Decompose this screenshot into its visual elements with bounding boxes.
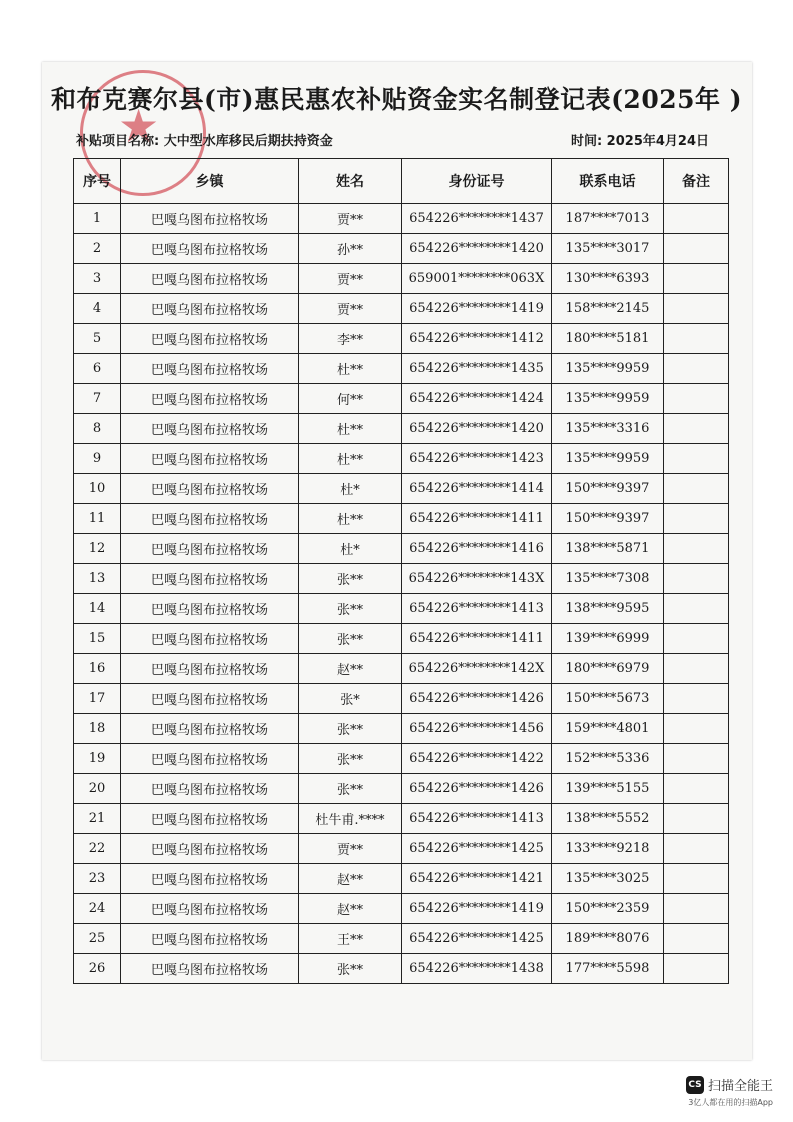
cell-index: 22	[74, 834, 121, 864]
table-row	[74, 414, 729, 444]
cell-index: 8	[74, 414, 121, 444]
cell-phone: 135****9959	[552, 354, 664, 384]
cell-name: 杜*	[299, 474, 402, 504]
cell-index: 18	[74, 714, 121, 744]
cell-remarks	[664, 894, 729, 924]
cell-index: 15	[74, 624, 121, 654]
cell-township: 巴嘎乌图布拉格牧场	[121, 444, 299, 474]
cell-phone: 138****5552	[552, 804, 664, 834]
table-row	[74, 504, 729, 534]
document-title: 和布克赛尔县(市)惠民惠农补贴资金实名制登记表(2025年 )	[50, 85, 743, 114]
cell-index: 25	[74, 924, 121, 954]
cell-township: 巴嘎乌图布拉格牧场	[121, 924, 299, 954]
table-row	[74, 444, 729, 474]
cell-phone: 180****5181	[552, 324, 664, 354]
table-row	[74, 894, 729, 924]
cell-phone: 150****9397	[552, 504, 664, 534]
cell-township: 巴嘎乌图布拉格牧场	[121, 534, 299, 564]
cell-phone: 135****3316	[552, 414, 664, 444]
cell-id-number: 654226********143X	[402, 564, 552, 594]
cell-township: 巴嘎乌图布拉格牧场	[121, 474, 299, 504]
cell-name: 张**	[299, 774, 402, 804]
cell-name: 孙**	[299, 234, 402, 264]
cell-name: 王**	[299, 924, 402, 954]
cell-remarks	[664, 234, 729, 264]
cell-index: 12	[74, 534, 121, 564]
table-row	[74, 264, 729, 294]
cell-id-number: 654226********1456	[402, 714, 552, 744]
registration-table	[73, 158, 729, 984]
cell-id-number: 654226********1426	[402, 684, 552, 714]
table-row	[74, 714, 729, 744]
cell-township: 巴嘎乌图布拉格牧场	[121, 894, 299, 924]
cell-phone: 138****9595	[552, 594, 664, 624]
cell-phone: 138****5871	[552, 534, 664, 564]
cell-index: 23	[74, 864, 121, 894]
cell-id-number: 654226********1419	[402, 894, 552, 924]
cell-remarks	[664, 924, 729, 954]
cell-phone: 133****9218	[552, 834, 664, 864]
cell-index: 10	[74, 474, 121, 504]
cell-township: 巴嘎乌图布拉格牧场	[121, 564, 299, 594]
project-name-label: 补贴项目名称: 大中型水库移民后期扶持资金	[76, 134, 333, 149]
cell-phone: 139****5155	[552, 774, 664, 804]
cell-township: 巴嘎乌图布拉格牧场	[121, 744, 299, 774]
cell-remarks	[664, 594, 729, 624]
cell-name: 杜*	[299, 534, 402, 564]
cell-remarks	[664, 414, 729, 444]
cell-id-number: 654226********1438	[402, 954, 552, 984]
cell-township: 巴嘎乌图布拉格牧场	[121, 264, 299, 294]
cell-name: 何**	[299, 384, 402, 414]
cell-name: 贾**	[299, 294, 402, 324]
cell-index: 13	[74, 564, 121, 594]
table-row	[74, 474, 729, 504]
cell-remarks	[664, 834, 729, 864]
cell-remarks	[664, 564, 729, 594]
cell-township: 巴嘎乌图布拉格牧场	[121, 414, 299, 444]
cell-id-number: 654226********1423	[402, 444, 552, 474]
cell-name: 赵**	[299, 654, 402, 684]
cell-name: 张**	[299, 714, 402, 744]
cell-phone: 135****9959	[552, 444, 664, 474]
table-row	[74, 534, 729, 564]
cell-id-number: 654226********1437	[402, 204, 552, 234]
cell-remarks	[664, 654, 729, 684]
scanner-app-name: 扫描全能王	[707, 1079, 773, 1094]
cell-id-number: 654226********1412	[402, 324, 552, 354]
cell-phone: 135****3025	[552, 864, 664, 894]
cell-name: 杜**	[299, 354, 402, 384]
scanner-watermark	[686, 1075, 773, 1094]
header-id-number: 身份证号	[402, 159, 552, 204]
cell-index: 14	[74, 594, 121, 624]
cell-name: 张**	[299, 564, 402, 594]
cell-index: 7	[74, 384, 121, 414]
cell-township: 巴嘎乌图布拉格牧场	[121, 204, 299, 234]
cell-remarks	[664, 774, 729, 804]
table-row	[74, 564, 729, 594]
table-row	[74, 804, 729, 834]
cell-remarks	[664, 534, 729, 564]
cell-id-number: 659001********063X	[402, 264, 552, 294]
cell-township: 巴嘎乌图布拉格牧场	[121, 834, 299, 864]
cell-remarks	[664, 804, 729, 834]
cell-township: 巴嘎乌图布拉格牧场	[121, 354, 299, 384]
cell-phone: 180****6979	[552, 654, 664, 684]
cell-name: 赵**	[299, 864, 402, 894]
cell-remarks	[664, 684, 729, 714]
cell-township: 巴嘎乌图布拉格牧场	[121, 624, 299, 654]
cell-phone: 187****7013	[552, 204, 664, 234]
date-label: 时间: 2025年4月24日	[570, 134, 709, 149]
cell-name: 贾**	[299, 264, 402, 294]
cell-phone: 177****5598	[552, 954, 664, 984]
cell-index: 2	[74, 234, 121, 264]
cell-name: 张**	[299, 594, 402, 624]
cell-id-number: 654226********1411	[402, 504, 552, 534]
table-row	[74, 624, 729, 654]
cell-index: 6	[74, 354, 121, 384]
cell-name: 赵**	[299, 894, 402, 924]
cell-remarks	[664, 354, 729, 384]
cell-township: 巴嘎乌图布拉格牧场	[121, 714, 299, 744]
cell-remarks	[664, 504, 729, 534]
cell-index: 3	[74, 264, 121, 294]
header-remarks: 备注	[664, 159, 729, 204]
cell-index: 16	[74, 654, 121, 684]
table-header-row	[74, 159, 729, 204]
cell-index: 5	[74, 324, 121, 354]
cell-id-number: 654226********1420	[402, 414, 552, 444]
cell-phone: 150****2359	[552, 894, 664, 924]
table-row	[74, 294, 729, 324]
table-row	[74, 864, 729, 894]
cell-index: 4	[74, 294, 121, 324]
cell-phone: 135****9959	[552, 384, 664, 414]
cell-township: 巴嘎乌图布拉格牧场	[121, 234, 299, 264]
cell-id-number: 654226********1426	[402, 774, 552, 804]
cell-remarks	[664, 624, 729, 654]
cell-name: 贾**	[299, 204, 402, 234]
table-row	[74, 954, 729, 984]
cell-id-number: 654226********1414	[402, 474, 552, 504]
cell-township: 巴嘎乌图布拉格牧场	[121, 954, 299, 984]
cell-index: 20	[74, 774, 121, 804]
table-row	[74, 684, 729, 714]
cell-township: 巴嘎乌图布拉格牧场	[121, 324, 299, 354]
table-row	[74, 204, 729, 234]
table-row	[74, 384, 729, 414]
table-row	[74, 654, 729, 684]
cell-id-number: 654226********1419	[402, 294, 552, 324]
cell-township: 巴嘎乌图布拉格牧场	[121, 384, 299, 414]
header-township: 乡镇	[121, 159, 299, 204]
cell-remarks	[664, 744, 729, 774]
header-name: 姓名	[299, 159, 402, 204]
cell-id-number: 654226********142X	[402, 654, 552, 684]
cell-index: 26	[74, 954, 121, 984]
cell-id-number: 654226********1416	[402, 534, 552, 564]
cell-township: 巴嘎乌图布拉格牧场	[121, 774, 299, 804]
scanner-tagline: 3亿人都在用的扫描App	[688, 1098, 773, 1107]
cell-name: 杜**	[299, 444, 402, 474]
table-row	[74, 744, 729, 774]
cell-id-number: 654226********1420	[402, 234, 552, 264]
cell-name: 张**	[299, 624, 402, 654]
cell-id-number: 654226********1422	[402, 744, 552, 774]
table-row	[74, 354, 729, 384]
cell-phone: 139****6999	[552, 624, 664, 654]
cell-index: 11	[74, 504, 121, 534]
cell-name: 李**	[299, 324, 402, 354]
cell-township: 巴嘎乌图布拉格牧场	[121, 804, 299, 834]
cell-remarks	[664, 864, 729, 894]
cell-remarks	[664, 714, 729, 744]
cell-id-number: 654226********1424	[402, 384, 552, 414]
cell-index: 1	[74, 204, 121, 234]
cell-name: 张*	[299, 684, 402, 714]
table-row	[74, 774, 729, 804]
cell-name: 杜**	[299, 504, 402, 534]
header-phone: 联系电话	[552, 159, 664, 204]
cell-township: 巴嘎乌图布拉格牧场	[121, 294, 299, 324]
cell-index: 24	[74, 894, 121, 924]
cell-name: 杜牛甫.****	[299, 804, 402, 834]
cell-name: 张**	[299, 954, 402, 984]
cell-remarks	[664, 954, 729, 984]
cell-id-number: 654226********1425	[402, 834, 552, 864]
cell-phone: 150****9397	[552, 474, 664, 504]
cell-phone: 152****5336	[552, 744, 664, 774]
table-row	[74, 924, 729, 954]
table-row	[74, 834, 729, 864]
cell-remarks	[664, 474, 729, 504]
table-row	[74, 594, 729, 624]
cell-index: 21	[74, 804, 121, 834]
cell-id-number: 654226********1413	[402, 804, 552, 834]
cell-id-number: 654226********1425	[402, 924, 552, 954]
cell-index: 9	[74, 444, 121, 474]
cell-phone: 130****6393	[552, 264, 664, 294]
cell-remarks	[664, 444, 729, 474]
cell-phone: 135****3017	[552, 234, 664, 264]
header-index: 序号	[74, 159, 121, 204]
table-row	[74, 234, 729, 264]
cell-remarks	[664, 384, 729, 414]
cell-id-number: 654226********1411	[402, 624, 552, 654]
cell-township: 巴嘎乌图布拉格牧场	[121, 654, 299, 684]
cell-index: 17	[74, 684, 121, 714]
cell-index: 19	[74, 744, 121, 774]
table-row	[74, 324, 729, 354]
cell-id-number: 654226********1435	[402, 354, 552, 384]
cell-phone: 135****7308	[552, 564, 664, 594]
cell-remarks	[664, 324, 729, 354]
cell-township: 巴嘎乌图布拉格牧场	[121, 684, 299, 714]
cell-remarks	[664, 204, 729, 234]
cell-id-number: 654226********1421	[402, 864, 552, 894]
cell-phone: 159****4801	[552, 714, 664, 744]
seal-star-icon: ★	[118, 99, 160, 153]
cell-name: 张**	[299, 744, 402, 774]
cell-township: 巴嘎乌图布拉格牧场	[121, 504, 299, 534]
cell-phone: 150****5673	[552, 684, 664, 714]
cell-remarks	[664, 294, 729, 324]
cell-phone: 189****8076	[552, 924, 664, 954]
cell-remarks	[664, 264, 729, 294]
cell-township: 巴嘎乌图布拉格牧场	[121, 864, 299, 894]
cell-id-number: 654226********1413	[402, 594, 552, 624]
cell-township: 巴嘎乌图布拉格牧场	[121, 594, 299, 624]
camscanner-logo-icon: CS	[686, 1076, 704, 1094]
cell-name: 杜**	[299, 414, 402, 444]
cell-name: 贾**	[299, 834, 402, 864]
cell-phone: 158****2145	[552, 294, 664, 324]
